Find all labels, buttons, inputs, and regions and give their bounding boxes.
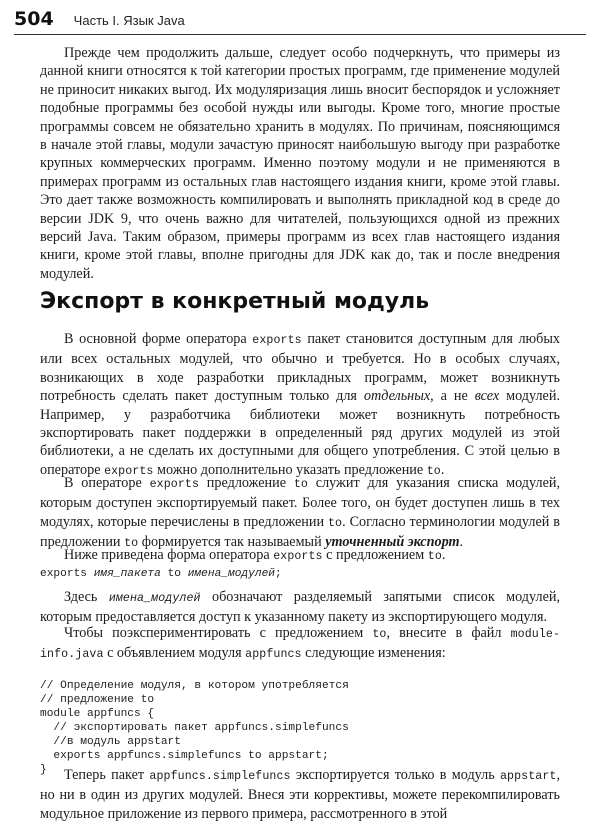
inline-code: appfuncs — [245, 648, 302, 662]
inline-code: exports — [104, 464, 154, 478]
paragraph-to-clause: В операторе exports предложение to служит для указания списка модулей, которым доступен экспортируемый пакет. Более того, он будет доступен лишь в тех модулях, которые перечислены в предложении to. Согласно терминологии модулей в предложении to формируется так называемый уточненный экспорт. — [40, 475, 561, 551]
code-line: // Определение модуля, в котором употребляется — [40, 680, 349, 692]
code-line: exports appfuncs.simplefuncs to appstart; — [40, 750, 329, 762]
paragraph-module-names: Здесь имена_модулей обозначают разделяемый запятыми список модулей, которым предоставляется доступ к указанному пакету из экспортирующего модуля. — [40, 589, 561, 626]
intro-paragraph: Прежде чем продолжить дальше, следует особо подчеркнуть, что примеры из данной книги относятся к той категории простых программ, где применение модулей не приносит никаких выгод. Их модуляризация лишь вносит беспорядок и усложняет подобные программы без особой нужды или выгоды. Кроме того, многие простые программы совсем не обязательно хранить в модулях. По причинам, поясняющимся в начале этой главы, модули зачастую приносят наибольшую выгоду при разработке крупных коммерческих программ. Именно поэтому модули и не применяются в примерах программ из остальных глав настоящего издания книги, кроме этой главы. Это дает также возможность компилировать и выполнять прикладной код в среде до версии JDK 9, что очень важно для читателей, пользующихся одной из прежних версий Java. Таким образом, примеры программ из всех глав настоящего издания книги, кроме этой главы, вполне пригодны для JDK как до, так и после внедрения модулей. — [40, 45, 560, 282]
header-rule — [14, 34, 586, 35]
inline-code: exports — [149, 478, 199, 491]
inline-code: module-info.java — [40, 628, 560, 662]
section-heading: Экспорт в конкретный модуль — [40, 289, 430, 314]
emphasis: всех — [474, 388, 500, 405]
inline-code: to — [426, 464, 441, 478]
paragraph-form-intro: Ниже приведена форма оператора exports с предложением to. — [64, 547, 446, 563]
inline-code: exports — [273, 550, 323, 563]
inline-code: appstart — [500, 770, 557, 783]
inline-code: to — [327, 516, 343, 530]
code-line: } — [40, 764, 47, 776]
inline-code: exports — [252, 334, 302, 347]
code-listing — [40, 665, 349, 777]
inline-code-italic: имена_модулей — [108, 592, 201, 605]
inline-code: appfuncs.simplefuncs — [149, 770, 291, 783]
page-number: 504 — [14, 8, 54, 30]
inline-code: to — [372, 628, 387, 641]
code-line: // экспортировать пакет appfuncs.simplefuncs — [40, 722, 349, 734]
term: уточненный экспорт — [325, 534, 460, 551]
code-line: //в модуль appstart — [40, 736, 181, 748]
paragraph-experiment: Чтобы поэкспериментировать с предложением to, внесите в файл module-info.java с объявлением модуля appfuncs следующие изменения: — [40, 625, 560, 662]
code-line: module appfuncs { — [40, 708, 155, 720]
inline-code: to — [124, 537, 139, 551]
paragraph-now-exported: Теперь пакет appfuncs.simplefuncs экспортируется только в модуль appstart, но ни в один из других модулей. Внеся эти коррективы, можете перекомпилировать модульное приложение из первого примера, рассмотренного в этой — [40, 767, 561, 822]
inline-code: to — [293, 478, 308, 491]
paragraph-exports-basic: В основной форме оператора exports пакет становится доступным для любых или всех остальных модулей, что обычно и требуется. Но в особых случаях, возникающих в ходе разработки прикладных программ, может возникнуть потребность сделать пакет доступным только для отдельных, а не всех модулей. Например, у разработчика библиотеки может возникнуть потребность экспортировать пакет поддержки в определенный ряд других модулей из этой библиотеки, а не сделать их доступными для общего употребления. С этой целью в операторе exports можно дополнительно указать предложение to. — [40, 331, 560, 478]
emphasis: отдельных — [363, 388, 431, 405]
inline-code: to — [427, 550, 442, 563]
running-title: Часть I. Язык Java — [73, 13, 185, 28]
code-line: // предложение to — [40, 694, 155, 706]
syntax-line: exports имя_пакета to имена_модулей; — [40, 568, 282, 580]
page-header — [14, 8, 185, 32]
